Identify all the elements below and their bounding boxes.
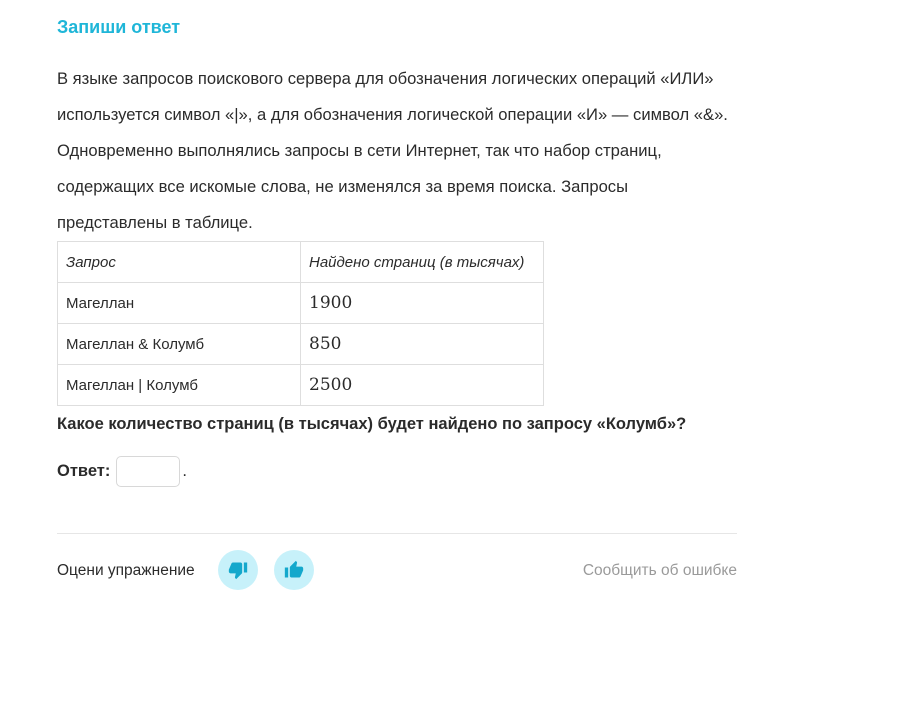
thumbs-up-icon <box>284 560 304 580</box>
answer-label: Ответ: <box>57 462 111 480</box>
table-cell-query: Магеллан & Колумб <box>58 324 301 365</box>
table-header-cell: Запрос <box>58 242 301 283</box>
answer-row <box>57 455 187 488</box>
problem-text: В языке запросов поискового сервера для обозначения логических операций «ИЛИ» используется символ «|», а для обозначения логической операции «И» — символ «&». Одновременно выполнялись запросы в сети Интернет, так что набор страниц, содержащих все искомые слова, не изменялся за время поиска. Запросы представлены в таблице. <box>57 69 728 232</box>
table-cell-count: 850 <box>301 324 544 365</box>
table-row <box>58 324 544 365</box>
answer-suffix: . <box>182 462 187 480</box>
section-heading: Запиши ответ <box>57 17 181 37</box>
table-row <box>58 365 544 406</box>
dislike-button[interactable] <box>218 550 258 590</box>
queries-table <box>57 241 544 406</box>
rate-label: Оцени упражнение <box>57 562 195 579</box>
table-cell-query: Магеллан | Колумб <box>58 365 301 406</box>
table-row <box>58 283 544 324</box>
divider <box>57 533 737 534</box>
question-text: Какое количество страниц (в тысячах) будет найдено по запросу «Колумб»? <box>57 415 687 433</box>
table-cell-count: 2500 <box>301 365 544 406</box>
table-header-cell: Найдено страниц (в тысячах) <box>301 242 544 283</box>
like-button[interactable] <box>274 550 314 590</box>
thumbs-down-icon <box>228 560 248 580</box>
table-cell-query: Магеллан <box>58 283 301 324</box>
table-cell-count: 1900 <box>301 283 544 324</box>
answer-input[interactable] <box>116 456 180 487</box>
report-error-link[interactable]: Сообщить об ошибке <box>582 562 737 579</box>
table-header-row <box>58 242 544 283</box>
